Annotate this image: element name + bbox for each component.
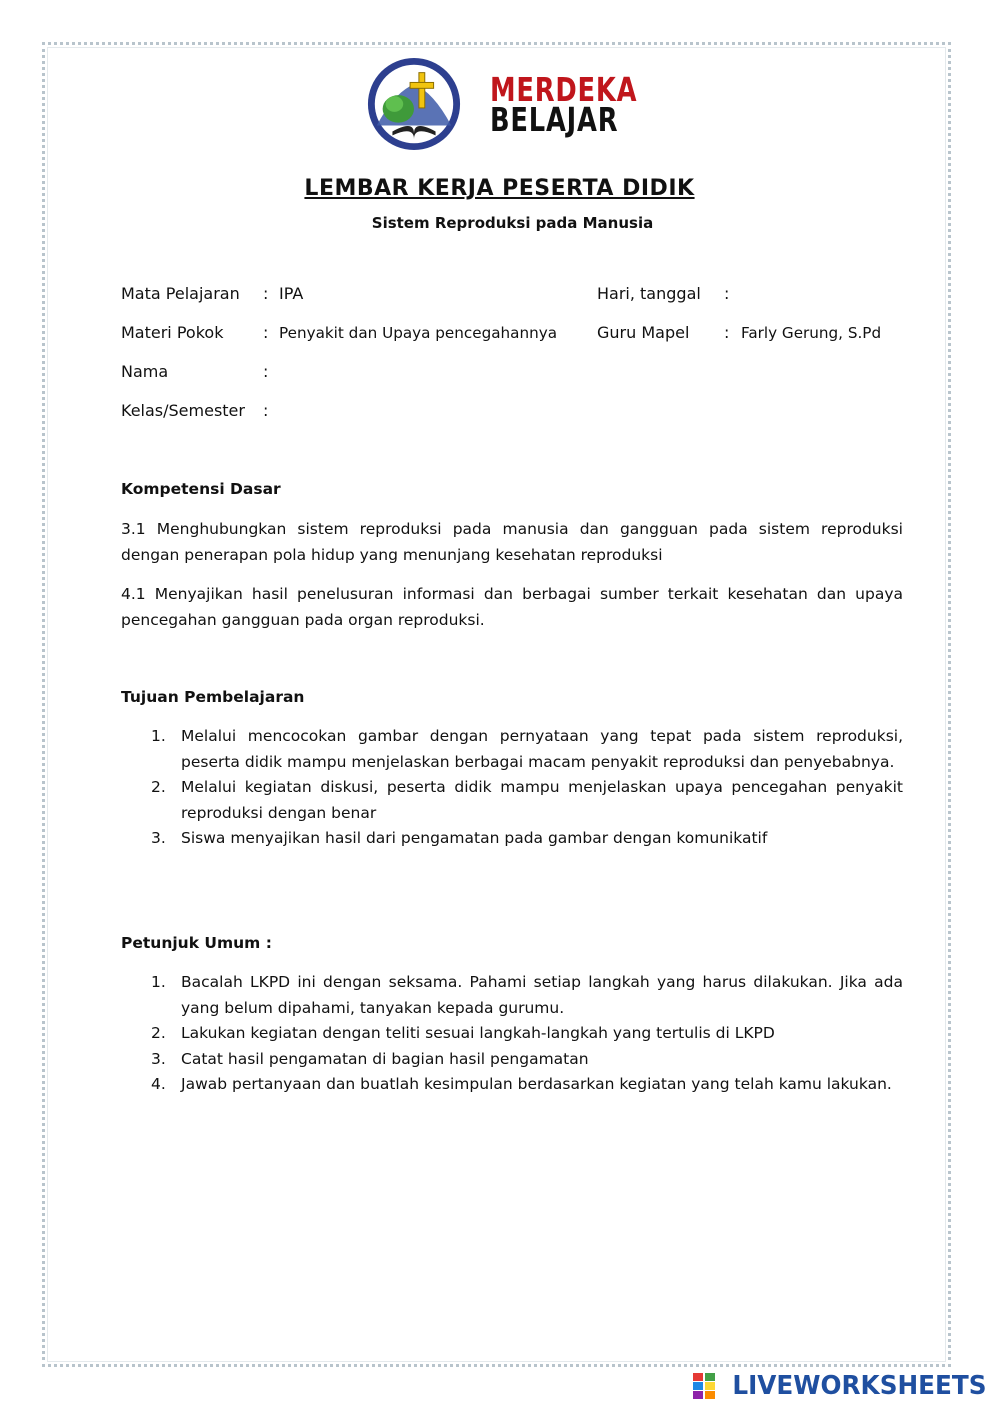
subject-colon: : xyxy=(263,284,269,303)
page-title: LEMBAR KERJA PESERTA DIDIK xyxy=(304,176,695,201)
brand-line-2: BELAJAR xyxy=(490,100,619,139)
list-text: Siswa menyajikan hasil dari pengamatan pada gambar dengan komunikatif xyxy=(181,829,768,847)
list-number: 1. xyxy=(151,973,166,991)
kd-4-1: 4.1 Menyajikan hasil penelusuran informasi dan berbagai sumber terkait kesehatan dan upaya pencegahan gangguan pada organ reproduksi. xyxy=(121,585,903,629)
brand-line-1: MERDEKA xyxy=(490,70,638,109)
list-item xyxy=(121,724,903,775)
list-item xyxy=(121,1047,903,1073)
merdeka-belajar-logo xyxy=(490,70,638,139)
tujuan-list xyxy=(121,724,903,852)
kd-3-1: 3.1 Menghubungkan sistem reproduksi pada manusia dan gangguan pada sistem reproduksi dengan penerapan pola hidup yang menunjang kesehatan reproduksi xyxy=(121,520,903,564)
list-text: Melalui kegiatan diskusi, peserta didik mampu menjelaskan upaya pencegahan penyakit reproduksi dengan benar xyxy=(181,778,903,822)
date-colon: : xyxy=(724,284,730,303)
list-text: Bacalah LKPD ini dengan seksama. Pahami setiap langkah yang harus dilakukan. Jika ada yang belum dipahami, tanyakan kepada gurumu. xyxy=(181,973,903,1017)
topic-label: Materi Pokok xyxy=(121,323,224,342)
subject-value: IPA xyxy=(279,284,304,303)
list-item xyxy=(121,970,903,1021)
page-subtitle: Sistem Reproduksi pada Manusia xyxy=(371,214,654,232)
list-text: Melalui mencocokan gambar dengan pernyataan yang tepat pada sistem reproduksi, peserta didik mampu menjelaskan berbagai macam penyakit reproduksi dan penyebabnya. xyxy=(181,727,903,771)
date-label: Hari, tanggal xyxy=(597,284,701,303)
list-number: 2. xyxy=(151,778,166,796)
class-colon: : xyxy=(263,401,269,420)
list-item xyxy=(121,1072,903,1098)
class-label: Kelas/Semester xyxy=(121,401,245,420)
name-label: Nama xyxy=(121,362,169,381)
teacher-value: Farly Gerung, S.Pd xyxy=(741,324,882,342)
list-number: 2. xyxy=(151,1024,166,1042)
teacher-label: Guru Mapel xyxy=(597,323,690,342)
list-number: 1. xyxy=(151,727,166,745)
topic-colon: : xyxy=(263,323,269,342)
school-logo-icon xyxy=(365,55,463,153)
list-item xyxy=(121,1021,903,1047)
list-number: 3. xyxy=(151,1049,166,1068)
list-text: Lakukan kegiatan dengan teliti sesuai langkah-langkah yang tertulis di LKPD xyxy=(181,1024,775,1042)
kompetensi-heading: Kompetensi Dasar xyxy=(121,480,281,498)
name-colon: : xyxy=(263,362,269,381)
liveworksheets-watermark[interactable] xyxy=(693,1371,987,1401)
teacher-colon: : xyxy=(724,323,730,342)
header-logos xyxy=(365,55,638,155)
petunjuk-heading: Petunjuk Umum : xyxy=(121,934,272,952)
liveworksheets-text: LIVEWORKSHEETS xyxy=(732,1371,987,1401)
list-item xyxy=(121,826,903,852)
list-text: Jawab pertanyaan dan buatlah kesimpulan berdasarkan kegiatan yang telah kamu lakukan. xyxy=(181,1075,892,1093)
subject-label: Mata Pelajaran xyxy=(121,284,240,303)
list-item xyxy=(121,775,903,826)
list-number: 4. xyxy=(151,1075,166,1093)
liveworksheets-logo-icon xyxy=(693,1373,715,1399)
petunjuk-list xyxy=(121,970,903,1098)
list-text: Catat hasil pengamatan di bagian hasil pengamatan xyxy=(181,1049,589,1068)
tujuan-heading: Tujuan Pembelajaran xyxy=(121,688,305,706)
list-number: 3. xyxy=(151,829,166,847)
topic-value: Penyakit dan Upaya pencegahannya xyxy=(279,324,557,342)
